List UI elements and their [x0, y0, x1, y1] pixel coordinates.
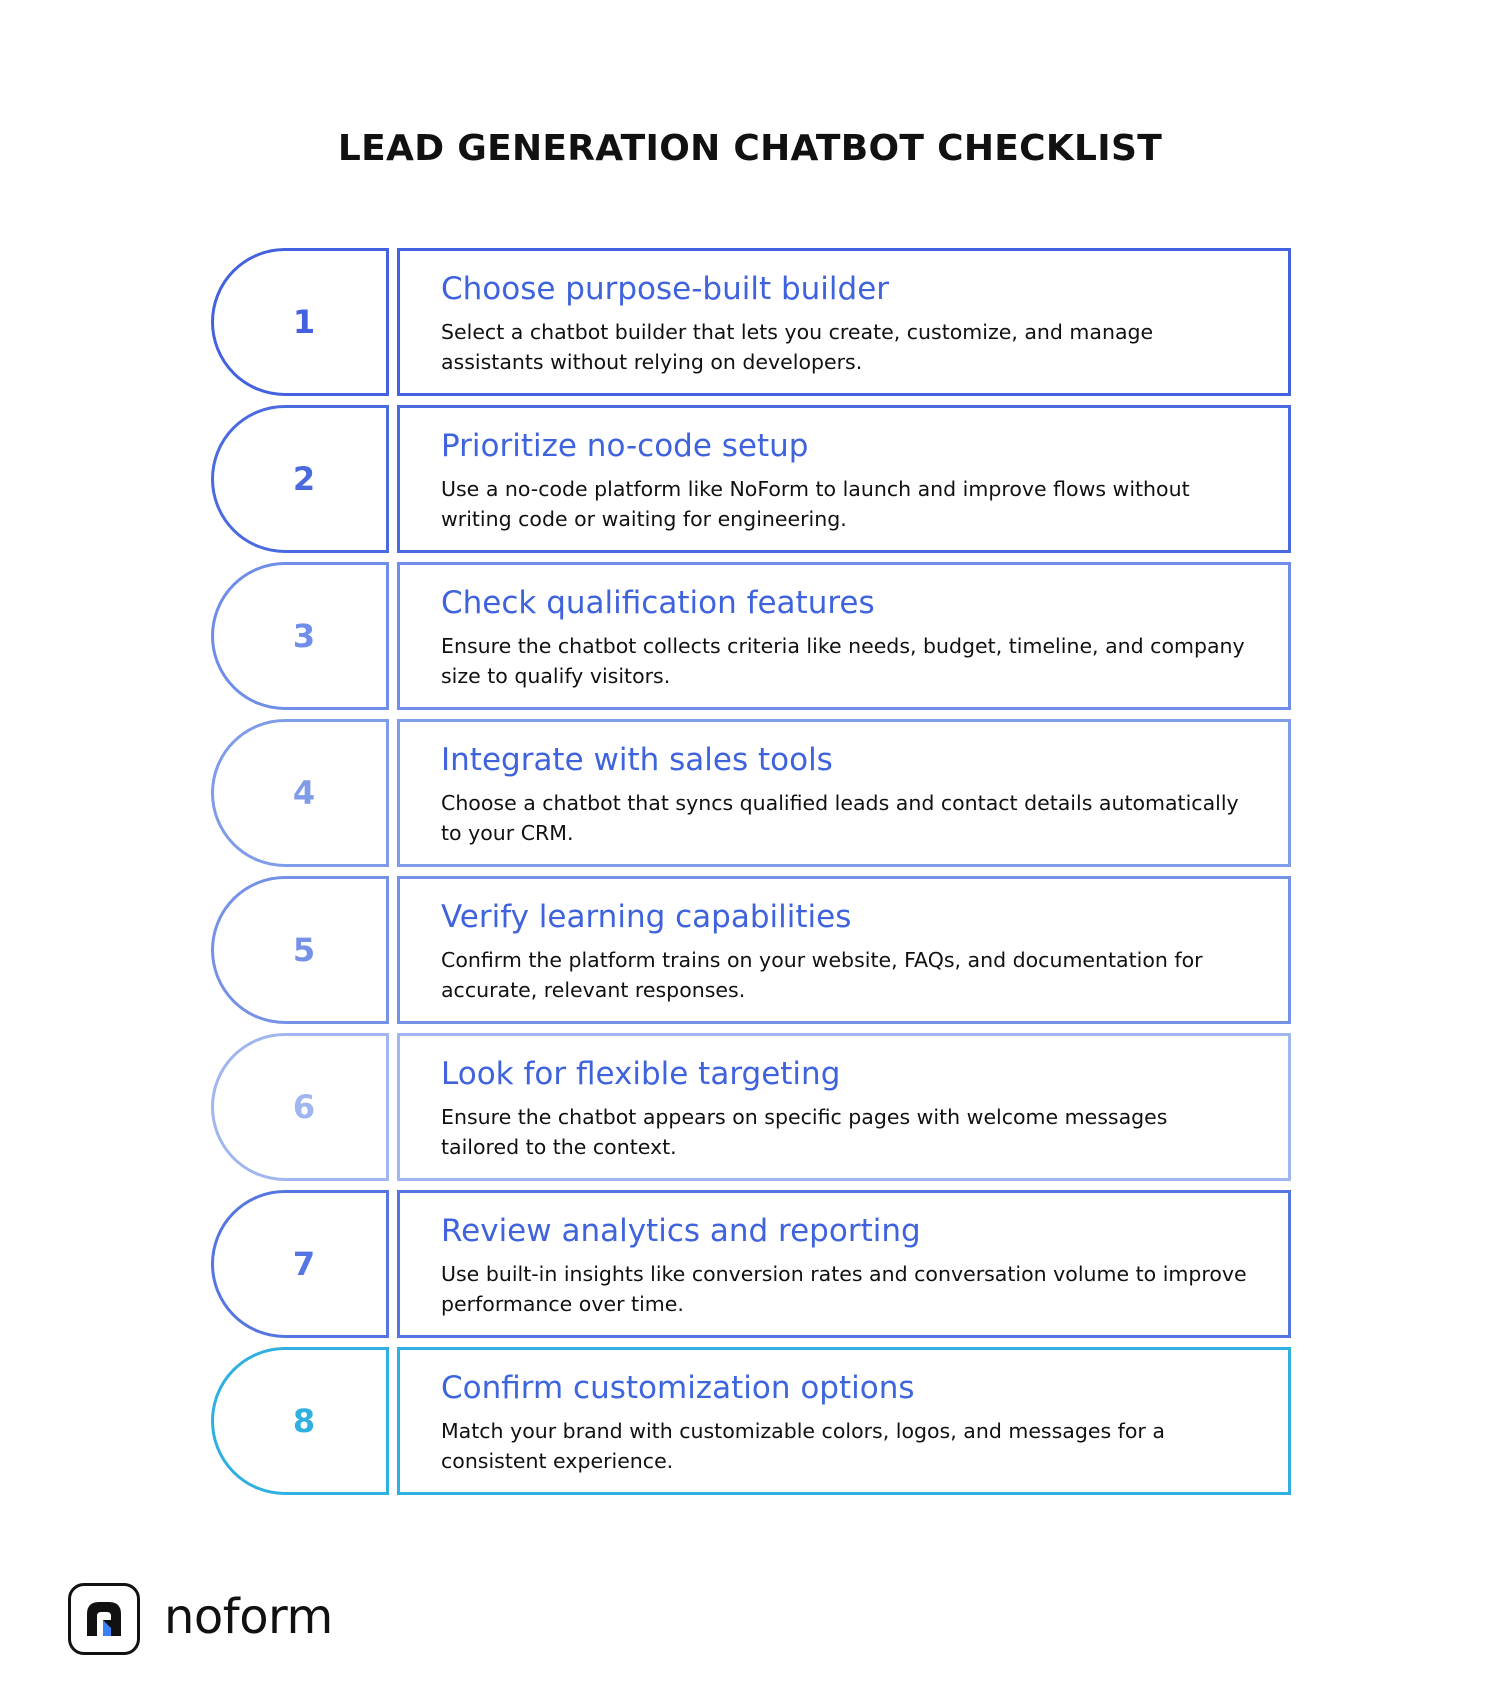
item-number-badge	[211, 248, 389, 396]
item-content-box	[397, 1347, 1291, 1495]
item-number: 1	[292, 303, 316, 341]
item-content-box	[397, 405, 1291, 553]
brand-name: noform	[164, 1589, 333, 1645]
checklist-item	[211, 876, 1291, 1024]
item-content-box	[397, 562, 1291, 710]
item-description: Match your brand with customizable colors, logos, and messages for a consistent experience.	[441, 1419, 1165, 1473]
checklist-item	[211, 1347, 1291, 1495]
item-description: Use a no-code platform like NoForm to launch and improve flows without writing code or waiting for engineering.	[441, 477, 1190, 531]
checklist-item	[211, 719, 1291, 867]
checklist-item	[211, 1033, 1291, 1181]
noform-logo-icon	[68, 1583, 140, 1655]
item-content-box	[397, 876, 1291, 1024]
item-heading: Integrate with sales tools	[441, 742, 833, 778]
item-number: 5	[292, 931, 316, 969]
item-number: 8	[292, 1402, 316, 1440]
item-number-badge	[211, 405, 389, 553]
checklist-item	[211, 405, 1291, 553]
item-heading: Review analytics and reporting	[441, 1213, 921, 1249]
item-number-badge	[211, 562, 389, 710]
item-number: 4	[292, 774, 316, 812]
item-number-badge	[211, 1033, 389, 1181]
item-heading: Choose purpose-built builder	[441, 271, 890, 307]
checklist	[211, 248, 1291, 1504]
item-description: Ensure the chatbot collects criteria like needs, budget, timeline, and company size to qualify visitors.	[441, 634, 1245, 688]
item-heading: Look for flexible targeting	[441, 1056, 841, 1092]
item-heading: Confirm customization options	[441, 1370, 915, 1406]
item-number: 7	[292, 1245, 316, 1283]
item-description: Choose a chatbot that syncs qualified leads and contact details automatically to your CRM.	[441, 791, 1239, 845]
item-number-badge	[211, 1190, 389, 1338]
checklist-item	[211, 1190, 1291, 1338]
item-number: 2	[292, 460, 316, 498]
item-content-box	[397, 719, 1291, 867]
item-number: 6	[292, 1088, 316, 1126]
item-content-box	[397, 248, 1291, 396]
item-number-badge	[211, 719, 389, 867]
page-title: LEAD GENERATION CHATBOT CHECKLIST	[337, 128, 1163, 169]
checklist-item	[211, 562, 1291, 710]
item-content-box	[397, 1033, 1291, 1181]
item-description: Use built-in insights like conversion rates and conversation volume to improve performance over time.	[441, 1262, 1247, 1316]
item-description: Select a chatbot builder that lets you create, customize, and manage assistants without relying on developers.	[441, 320, 1154, 374]
item-number: 3	[292, 617, 316, 655]
item-number-badge	[211, 876, 389, 1024]
item-description: Confirm the platform trains on your website, FAQs, and documentation for accurate, relevant responses.	[441, 948, 1203, 1002]
item-description: Ensure the chatbot appears on specific pages with welcome messages tailored to the context.	[441, 1105, 1168, 1159]
item-number-badge	[211, 1347, 389, 1495]
checklist-item	[211, 248, 1291, 396]
item-heading: Check qualification features	[441, 585, 875, 621]
item-content-box	[397, 1190, 1291, 1338]
item-heading: Verify learning capabilities	[441, 899, 852, 935]
item-heading: Prioritize no-code setup	[441, 428, 809, 464]
